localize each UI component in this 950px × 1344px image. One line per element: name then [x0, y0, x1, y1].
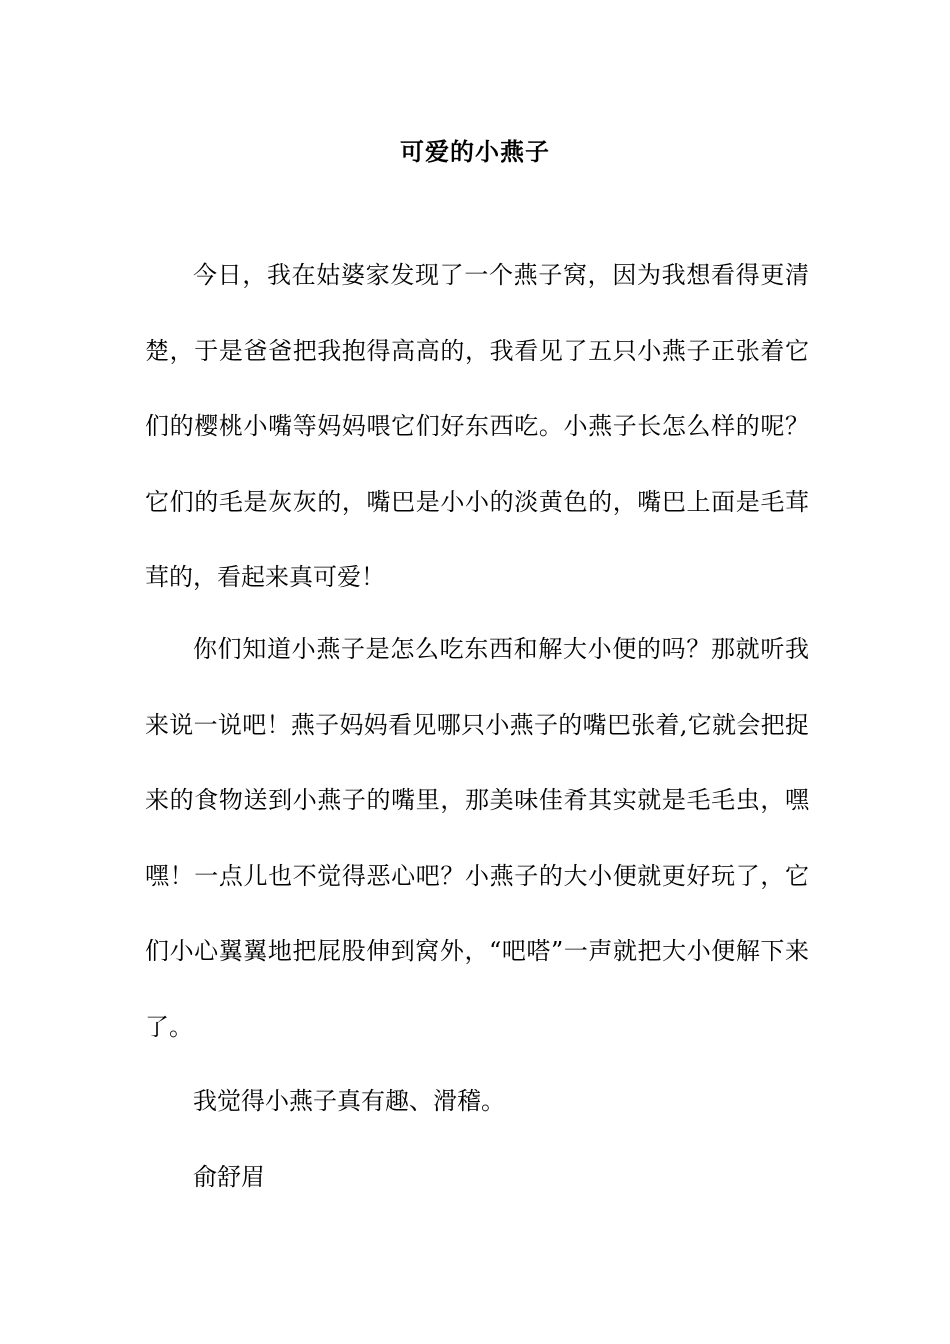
author-signature: 俞舒眉	[193, 1163, 265, 1191]
paragraph-1: 今日，我在姑婆家发现了一个燕子窝，因为我想看得更清楚，于是爸爸把我抱得高高的，我看见了五只小燕子正张着它们的樱桃小嘴等妈妈喂它们好东西吃。小燕子长怎么样的呢？它们的毛是灰灰的，嘴巴是小小的淡黄色的，嘴巴上面是毛茸茸的，看起来真可爱！	[145, 261, 809, 591]
paragraph-2: 你们知道小燕子是怎么吃东西和解大小便的吗？那就听我来说一说吧！燕子妈妈看见哪只小燕子的嘴巴张着,它就会把捉来的食物送到小燕子的嘴里，那美味佳肴其实就是毛毛虫，嘿嘿！一点儿也不觉得恶心吧？小燕子的大小便就更好玩了，它们小心翼翼地把屁股伸到窝外，“吧嗒”一声就把大小便解下来了。	[145, 635, 809, 1041]
page-title: 可爱的小燕子	[400, 137, 550, 166]
paragraph-3: 我觉得小燕子真有趣、滑稽。	[193, 1087, 505, 1115]
